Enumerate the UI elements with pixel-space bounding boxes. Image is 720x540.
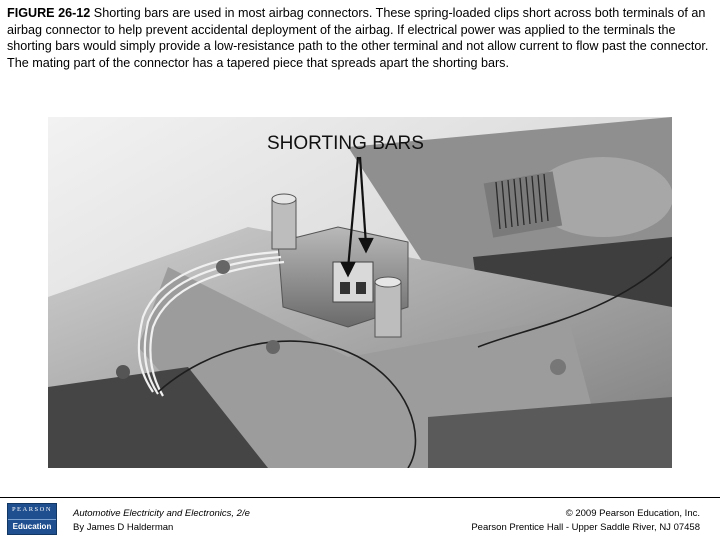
book-author: By James D Halderman (73, 521, 174, 533)
post-right (375, 282, 401, 337)
caption-text: Shorting bars are used in most airbag connectors. These spring-loaded clips short across both terminals of an airbag connector to help prevent accidental deployment of the airbag. If electrical power was applied to the terminals the shorting bars would simply provide a low-resistance path to the other terminal and not allow current to flow past the connector. The mating part of the connector has a tapered piece that spreads apart the shorting bars. (7, 6, 709, 70)
publisher-line: Pearson Prentice Hall - Upper Saddle River, NJ 07458 (471, 521, 700, 533)
logo-bottom-text: Education (8, 519, 56, 531)
shorting-bar-right (356, 282, 366, 294)
book-info (73, 507, 250, 534)
copyright-line: © 2009 Pearson Education, Inc. (565, 508, 700, 519)
screw (266, 340, 280, 354)
figure-label: FIGURE 26-12 (7, 6, 91, 20)
shorting-bar-left (340, 282, 350, 294)
photo-illustration (48, 117, 672, 468)
copyright-info (471, 507, 700, 534)
screw (216, 260, 230, 274)
footer-divider (0, 497, 720, 498)
post-left (272, 199, 296, 249)
connector-socket (333, 262, 373, 302)
screw (116, 365, 130, 379)
book-title: Automotive Electricity and Electronics, 2/e (73, 508, 250, 519)
airbag-connector-photo (48, 117, 672, 468)
logo-top-text: PEARSON (11, 506, 53, 513)
shorting-bars-label: SHORTING BARS (267, 133, 424, 154)
screw (550, 359, 566, 375)
pearson-logo (7, 503, 57, 535)
figure-caption (7, 5, 713, 71)
